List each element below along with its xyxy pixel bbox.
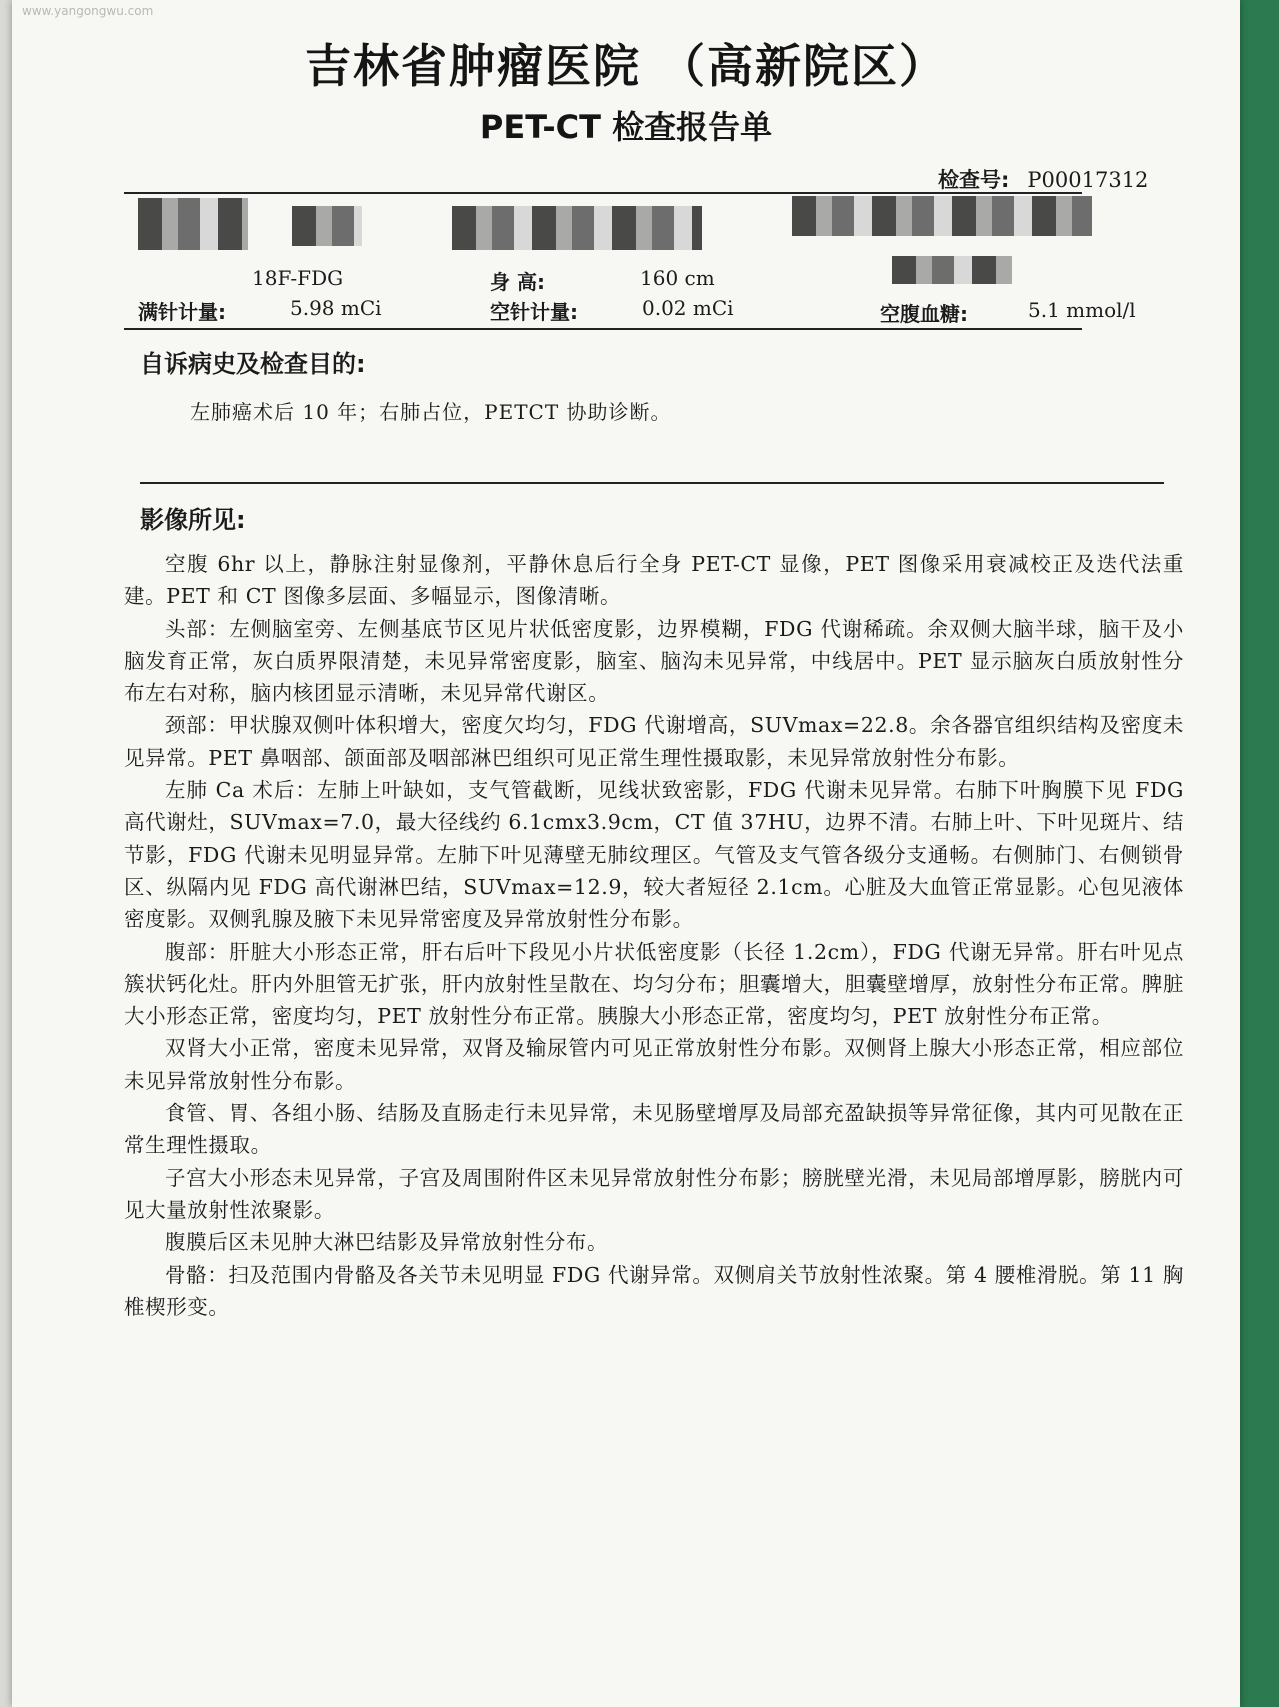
exam-number-value: P00017312 (1027, 168, 1149, 192)
exam-number-label: 检查号: (938, 168, 1010, 192)
full-dose-label: 满针计量: (138, 300, 226, 324)
findings-paragraph: 腹膜后区未见肿大淋巴结影及异常放射性分布。 (165, 1230, 609, 1255)
glucose-field (880, 298, 1136, 327)
redacted-block (452, 206, 702, 250)
empty-dose-value: 0.02 mCi (642, 296, 734, 320)
watermark: www.yangongwu.com (22, 4, 154, 18)
findings-paragraph: 头部：左侧脑室旁、左侧基底节区见片状低密度影，边界模糊，FDG 代谢稀疏。余双侧大脑半球，脑干及小脑发育正常，灰白质界限清楚，未见异常密度影，脑室、脑沟未见异常，中线居中。PET 显示脑灰白质放射性分布左右对称，脑内核团显示清晰，未见异常代谢区。 (124, 616, 1184, 706)
tracer-value: 18F-FDG (252, 266, 344, 290)
redacted-block (138, 198, 248, 250)
findings-paragraph: 骨骼：扫及范围内骨骼及各关节未见明显 FDG 代谢异常。双侧肩关节放射性浓聚。第 4 腰椎滑脱。第 11 胸椎楔形变。 (124, 1262, 1184, 1319)
hospital-title: 吉林省肿瘤医院 （高新院区） (304, 39, 947, 93)
info-rule (124, 328, 1082, 330)
height-field (490, 266, 715, 295)
redacted-block (892, 256, 1012, 284)
empty-dose-field (490, 296, 734, 325)
header-rule (124, 192, 1082, 194)
findings-paragraph: 颈部：甲状腺双侧叶体积增大，密度欠均匀，FDG 代谢增高，SUVmax=22.8。余各器官组织结构及密度未见异常。PET 鼻咽部、颌面部及咽部淋巴组织可见正常生理性摄取影，未见异常放射性分布影。 (124, 713, 1184, 770)
redacted-block (792, 196, 1092, 236)
findings-heading: 影像所见: (140, 506, 246, 534)
findings-paragraph: 空腹 6hr 以上，静脉注射显像剂，平静休息后行全身 PET-CT 显像，PET 图像采用衰减校正及迭代法重建。PET 和 CT 图像多层面、多幅显示，图像清晰。 (124, 552, 1184, 609)
findings-paragraph: 腹部：肝脏大小形态正常，肝右后叶下段见小片状低密度影（长径 1.2cm），FDG 代谢无异常。肝右叶见点簇状钙化灶。肝内外胆管无扩张，肝内放射性呈散在、均匀分布；胆囊增大，胆囊壁增厚，放射性分布正常。脾脏大小形态正常，密度均匀，PET 放射性分布正常。胰腺大小形态正常，密度均匀，PET 放射性分布正常。 (124, 939, 1184, 1029)
redacted-block (292, 206, 362, 246)
findings-paragraph: 左肺 Ca 术后：左肺上叶缺如，支气管截断，见线状致密影，FDG 代谢未见异常。右肺下叶胸膜下见 FDG 高代谢灶，SUVmax=7.0，最大径线约 6.1cmx3.9cm，CT 值 37HU，边界不清。右肺上叶、下叶见斑片、结节影，FDG 代谢未见明显异常。左肺下叶见薄壁无肺纹理区。气管及支气管各级分支通畅。右侧肺门、右侧锁骨区、纵隔内见 FDG 高代谢淋巴结，SUVmax=12.9，较大者短径 2.1cm。心脏及大血管正常显影。心包见液体密度影。双侧乳腺及腋下未见异常密度及异常放射性分布影。 (124, 778, 1184, 932)
glucose-value: 5.1 mmol/l (1028, 298, 1136, 322)
findings-body (124, 548, 1184, 1323)
full-dose-field (138, 296, 382, 325)
history-text: 左肺癌术后 10 年；右肺占位，PETCT 协助诊断。 (190, 400, 672, 424)
history-heading: 自诉病史及检查目的: (140, 350, 366, 378)
tracer-field (252, 266, 343, 290)
report-sheet (12, 0, 1240, 1707)
findings-paragraph: 子宫大小形态未见异常，子宫及周围附件区未见异常放射性分布影；膀胱壁光滑，未见局部增厚影，膀胱内可见大量放射性浓聚影。 (124, 1165, 1184, 1222)
glucose-label: 空腹血糖: (880, 302, 968, 326)
empty-dose-label: 空针计量: (490, 300, 578, 324)
exam-number (938, 164, 1148, 194)
findings-paragraph: 双肾大小正常，密度未见异常，双肾及输尿管内可见正常放射性分布影。双侧肾上腺大小形态正常，相应部位未见异常放射性分布影。 (124, 1036, 1184, 1093)
history-rule (140, 482, 1164, 484)
findings-paragraph: 食管、胃、各组小肠、结肠及直肠走行未见异常，未见肠壁增厚及局部充盈缺损等异常征像，其内可见散在正常生理性摄取。 (124, 1101, 1184, 1158)
height-value: 160 cm (640, 266, 715, 290)
height-label: 身 高: (490, 270, 545, 294)
report-title: PET-CT 检查报告单 (479, 108, 773, 146)
full-dose-value: 5.98 mCi (290, 296, 382, 320)
